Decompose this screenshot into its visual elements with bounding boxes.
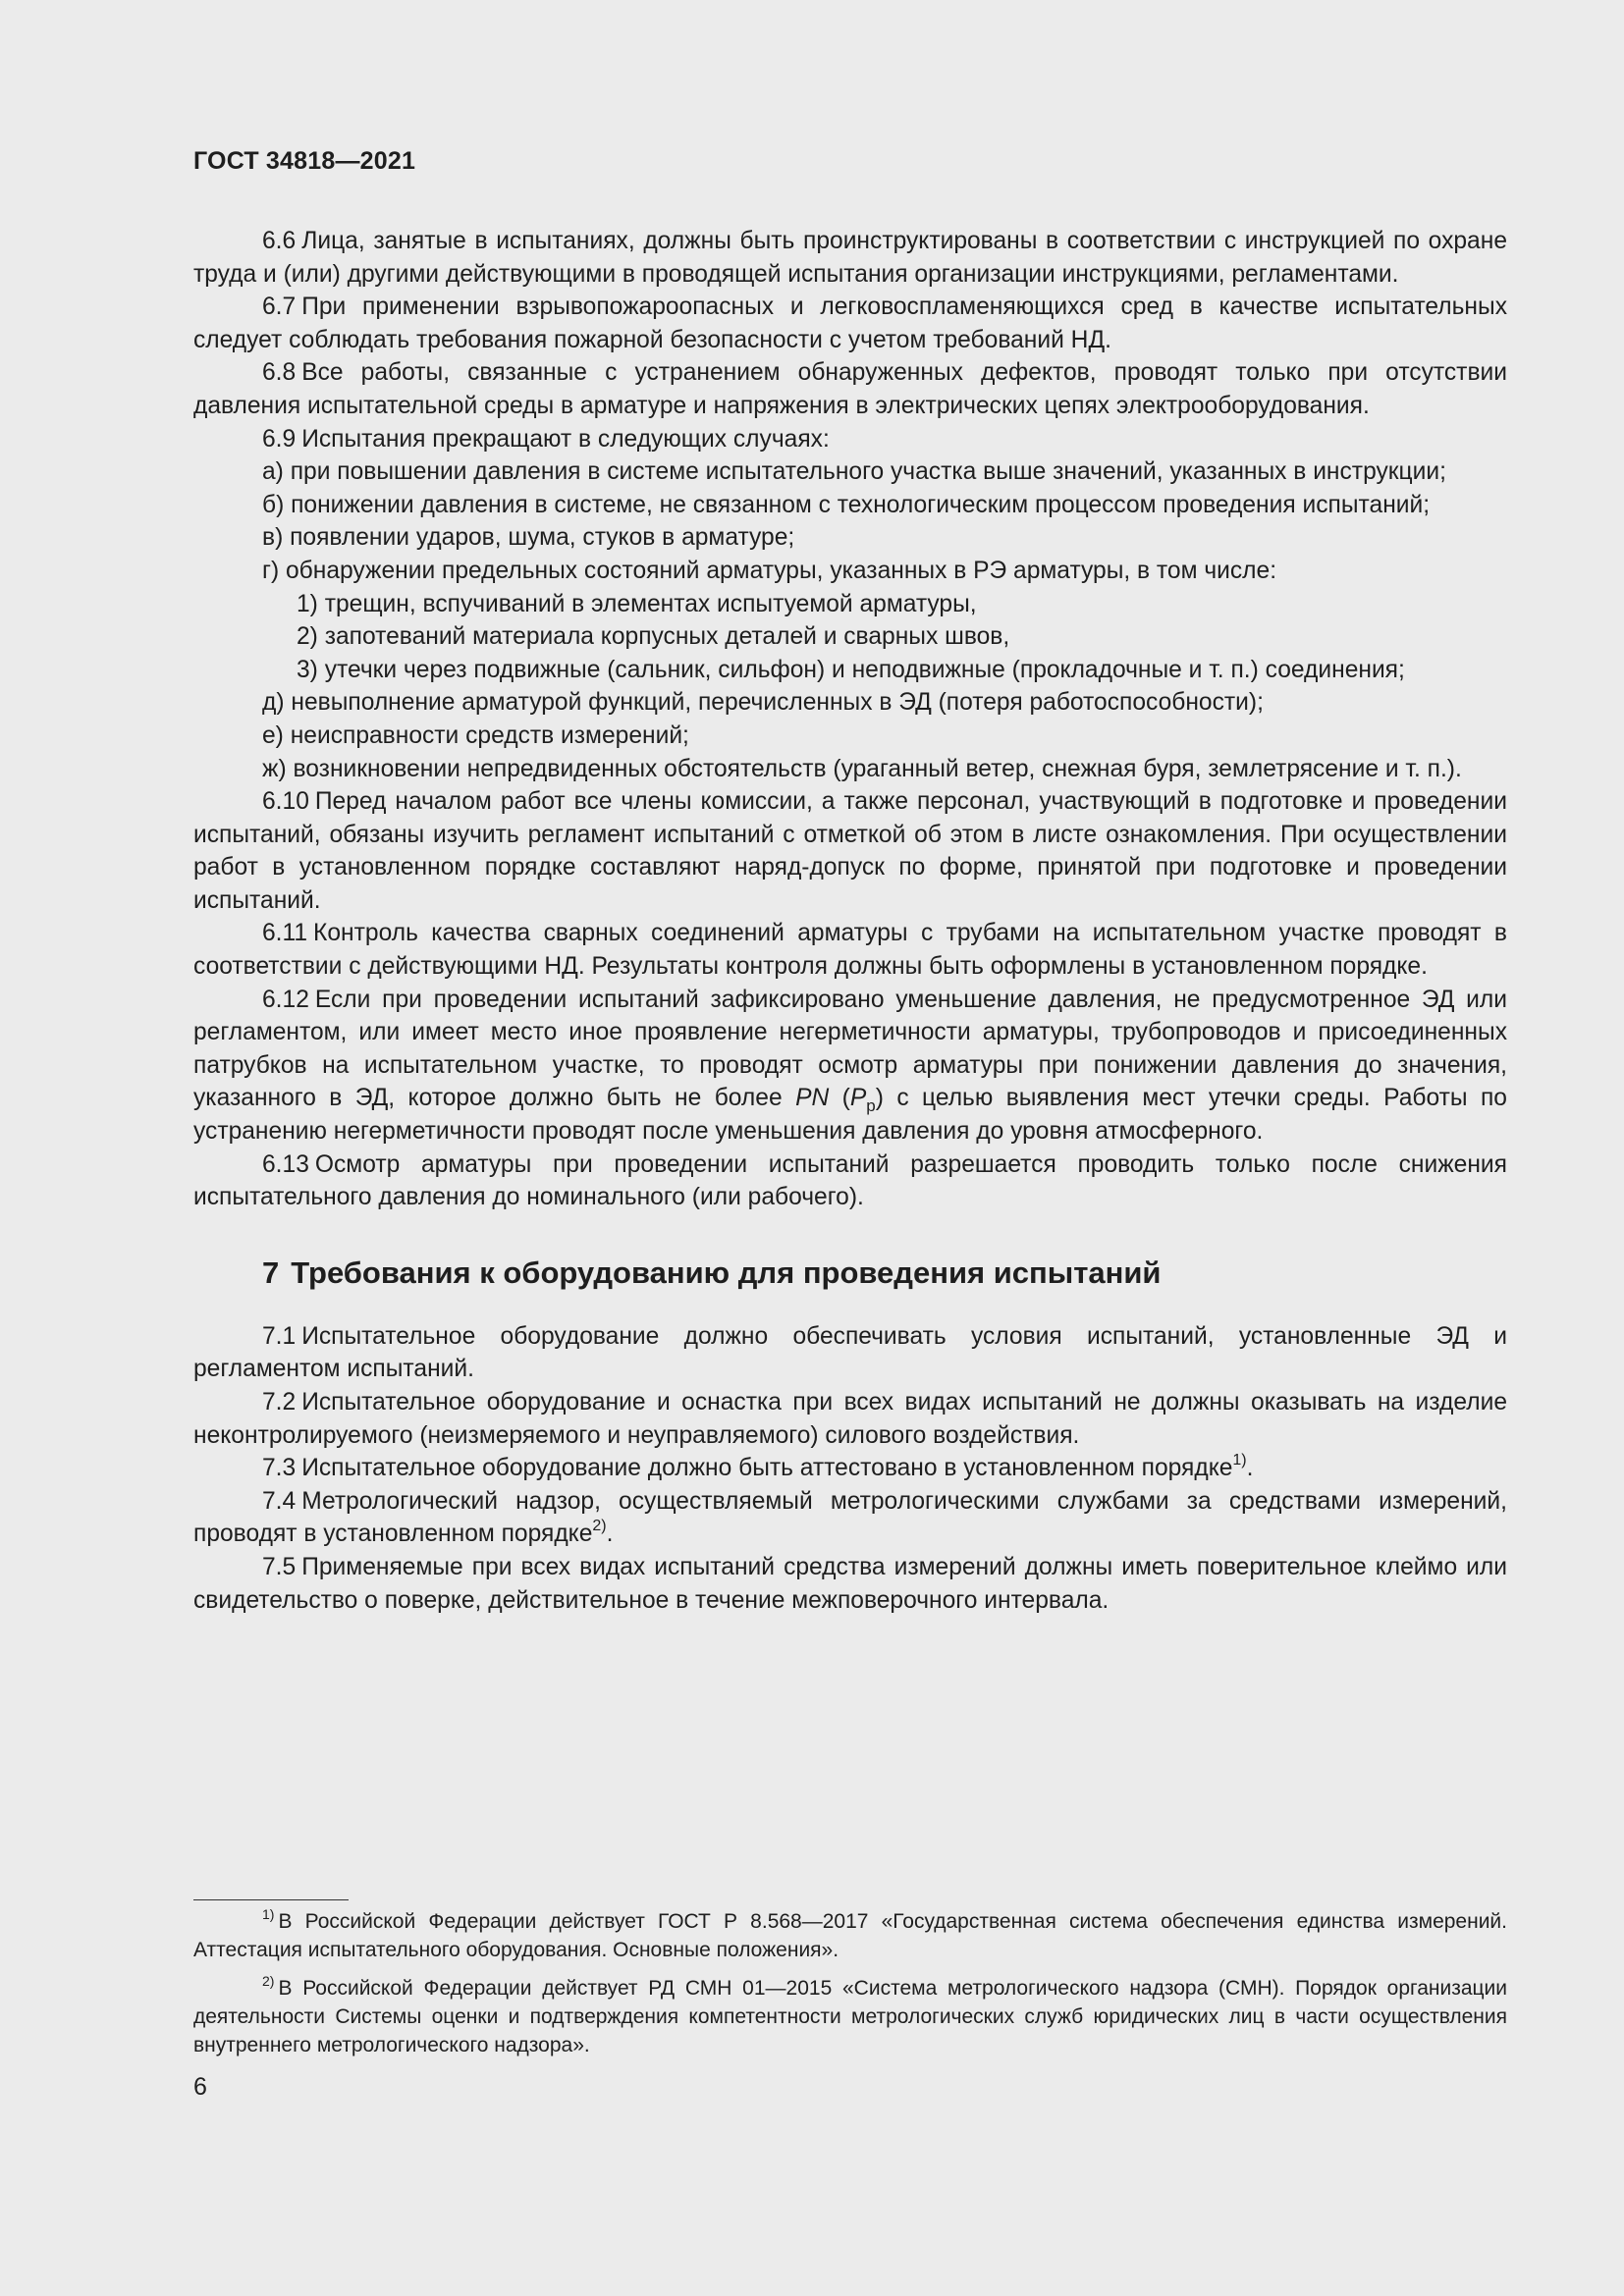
- p-symbol: P: [849, 1085, 867, 1112]
- paragraph-number: 7.4: [262, 1487, 297, 1515]
- paragraph-number: 6.11: [262, 920, 308, 947]
- paragraph-text: Если при проведении испытаний зафиксировано уменьшение давления, не предусмотренное ЭД или регламентом, или имеет место иное проявление негерметичности арматуры, трубопроводов и присоединенных патрубков на испытательном участке, то проводят осмотр арматуры при понижении давления до значения, указанного в ЭД, которое должно быть не более: [193, 986, 1507, 1112]
- section-number: 7: [262, 1255, 280, 1290]
- footnote-separator: [193, 1899, 349, 1900]
- document-header: ГОСТ 34818—2021: [193, 147, 416, 175]
- paragraph-text: При применении взрывопожароопасных и легковоспламеняющихся сред в качестве испытательных следует соблюдать требования пожарной безопасности с учетом требований НД.: [193, 294, 1507, 353]
- paragraph-number: 6.8: [262, 359, 297, 387]
- paragraph-7-4: [193, 1485, 1507, 1551]
- paragraph-number: 6.7: [262, 294, 297, 321]
- paragraph-text: Все работы, связанные с устранением обнаруженных дефектов, проводят только при отсутствии давления испытательной среды в арматуре и напряжения в электрических цепях электрооборудования.: [193, 359, 1507, 419]
- paragraph-number: 7.3: [262, 1455, 297, 1482]
- footnotes: [193, 1907, 1507, 2069]
- sublist-item-2: 2) запотеваний материала корпусных деталей и сварных швов,: [297, 623, 1010, 651]
- paragraph-text: Испытательное оборудование и оснастка при всех видах испытаний не должны оказывать на изделие неконтролируемого (неизмеряемого и неуправляемого) силового воздействия.: [193, 1389, 1507, 1449]
- paragraph-text: Перед началом работ все члены комиссии, а также персонал, участвующий в подготовке и проведении испытаний, обязаны изучить регламент испытаний с отметкой об этом в листе ознакомления. При осуществлении работ в установленном порядке составляют наряд-допуск по форме, принятой при подготовке и проведении испытаний.: [193, 788, 1507, 914]
- paragraph-number: 7.2: [262, 1389, 297, 1415]
- section-title: Требования к оборудованию для проведения испытаний: [291, 1255, 1162, 1290]
- paragraph-6-9: [193, 423, 1507, 456]
- document-body: [193, 225, 1507, 1617]
- paragraph-number: 6.10: [262, 788, 309, 816]
- paragraph-7-5: [193, 1551, 1507, 1617]
- paragraph-text: Метрологический надзор, осуществляемый метрологическими службами за средствами измерений, проводят в установленном порядке: [193, 1487, 1507, 1548]
- paragraph-number: 7.5: [262, 1553, 297, 1580]
- list-item-d: д) невыполнение арматурой функций, перечисленных в ЭД (потеря работоспособности);: [262, 689, 1264, 717]
- list-item-b: б) понижении давления в системе, не связанном с технологическим процессом проведения испытаний;: [262, 491, 1431, 518]
- footnote-ref[interactable]: 1): [1232, 1452, 1247, 1469]
- paragraph-number: 6.6: [262, 228, 297, 254]
- paragraph-7-3: [193, 1452, 1507, 1485]
- footnote-2: [193, 1974, 1507, 2059]
- list-item-a: а) при повышении давления в системе испытательного участка выше значений, указанных в инструкции;: [262, 458, 1446, 486]
- sublist-item-3: 3) утечки через подвижные (сальник, сильфон) и неподвижные (прокладочные и т. п.) соединения;: [297, 656, 1405, 683]
- paragraph-6-10: [193, 785, 1507, 917]
- page-number: 6: [193, 2073, 207, 2101]
- footnote-ref[interactable]: 2): [592, 1518, 607, 1535]
- paragraph-number: 6.13: [262, 1150, 309, 1178]
- paren-open: (: [829, 1085, 850, 1112]
- list-item-e: е) неисправности средств измерений;: [262, 721, 689, 749]
- paragraph-number: 6.12: [262, 986, 309, 1013]
- paragraph-number: 7.1: [262, 1322, 297, 1350]
- paragraph-text: Лица, занятые в испытаниях, должны быть проинструктированы в соответствии с инструкцией по охране труда и (или) другими действующими в проводящей испытания организации инструкциями, регламентами.: [193, 228, 1507, 288]
- footnote-mark: 2): [262, 1973, 275, 1989]
- p-subscript: р: [866, 1096, 876, 1116]
- paragraph-number: 6.9: [262, 425, 297, 453]
- paragraph-6-8: [193, 356, 1507, 422]
- footnote-mark: 1): [262, 1906, 275, 1922]
- paragraph-6-12: [193, 984, 1507, 1148]
- pn-symbol: PN: [795, 1085, 830, 1112]
- paragraph-6-7: [193, 291, 1507, 356]
- paragraph-end: .: [1246, 1455, 1254, 1482]
- footnote-text: В Российской Федерации действует ГОСТ Р 8.568—2017 «Государственная система обеспечения единства измерений. Аттестация испытательного оборудования. Основные положения».: [193, 1910, 1507, 1961]
- list-item-zh: ж) возникновении непредвиденных обстоятельств (ураганный ветер, снежная буря, землетрясение и т. п.).: [262, 755, 1462, 782]
- list-item-g: г) обнаружении предельных состояний арматуры, указанных в РЭ арматуры, в том числе:: [262, 557, 1277, 584]
- paragraph-text: Испытательное оборудование должно обеспечивать условия испытаний, установленные ЭД и регламентом испытаний.: [193, 1322, 1507, 1383]
- paragraph-6-13: [193, 1148, 1507, 1214]
- paragraph-7-1: [193, 1320, 1507, 1386]
- section-7-heading: [262, 1254, 1507, 1293]
- list-item-v: в) появлении ударов, шума, стуков в арматуре;: [262, 524, 795, 552]
- sublist-item-1: 1) трещин, вспучиваний в элементах испытуемой арматуры,: [297, 590, 977, 617]
- paragraph-text: Испытательное оборудование должно быть аттестовано в установленном порядке: [301, 1455, 1233, 1482]
- paragraph-text: Применяемые при всех видах испытаний средства измерений должны иметь поверительное клеймо или свидетельство о поверке, действительное в течение межповерочного интервала.: [193, 1553, 1507, 1614]
- paragraph-end: .: [606, 1521, 614, 1548]
- paragraph-text: Контроль качества сварных соединений арматуры с трубами на испытательном участке проводят в соответствии с действующими НД. Результаты контроля должны быть оформлены в установленном порядке.: [193, 920, 1507, 981]
- paragraph-text: Осмотр арматуры при проведении испытаний разрешается проводить только после снижения испытательного давления до номинального (или рабочего).: [193, 1150, 1507, 1211]
- paragraph-6-6: [193, 225, 1507, 291]
- paragraph-text: Испытания прекращают в следующих случаях:: [301, 425, 830, 453]
- paragraph-7-2: [193, 1386, 1507, 1452]
- paragraph-text-continued: ) с целью выявления мест утечки среды. Работы по устранению негерметичности проводят после уменьшения давления до уровня атмосферного.: [193, 1085, 1507, 1146]
- footnote-text: В Российской Федерации действует РД СМН 01—2015 «Система метрологического надзора (СМН). Порядок организации деятельности Системы оценки и подтверждения компетентности метрологических служб юридических лиц в части осуществления внутреннего метрологического надзора».: [193, 1977, 1507, 2056]
- paragraph-6-11: [193, 917, 1507, 983]
- footnote-1: [193, 1907, 1507, 1964]
